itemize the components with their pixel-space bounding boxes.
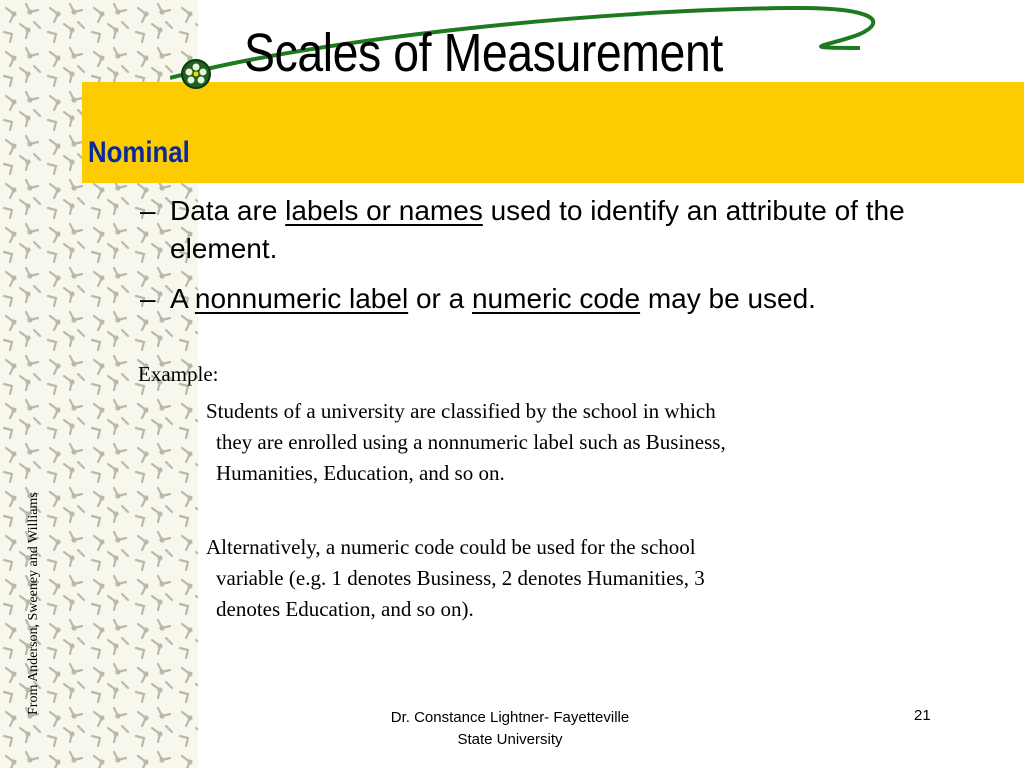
example-paragraph-1 [206,396,916,489]
paragraph-line: Humanities, Education, and so on. [216,461,505,485]
paragraph-line: Students of a university are classified by the school in which [206,399,716,423]
bullet-item [140,192,930,268]
footer [350,707,670,751]
bullet-text [170,280,816,318]
flower-icon [182,60,210,88]
bullet-text-part: may be used. [640,283,816,314]
footer-line: Dr. Constance Lightner- Fayetteville [390,709,630,726]
slide-number: 21 [914,707,931,724]
underlined-term: labels or names [285,195,483,226]
bullet-text [170,192,930,268]
footer-line: State University [457,731,563,748]
example-paragraph-2 [206,532,916,625]
paragraph-line: denotes Education, and so on). [216,597,474,621]
paragraph-line: variable (e.g. 1 denotes Business, 2 denotes Humanities, 3 [216,566,705,590]
bullet-list [140,192,930,330]
example-label: Example: [138,362,219,386]
slide-title: Scales of Measurement [244,23,723,83]
underlined-term: nonnumeric label [194,283,409,314]
section-heading: Nominal [88,136,190,169]
bullet-text-part: A [170,283,195,314]
paragraph-line: Alternatively, a numeric code could be used for the school [206,535,696,559]
bullet-dash: – [140,283,156,314]
bullet-text-part: or a [408,283,472,314]
bullet-text-part: used to identify an attribute of the element. [170,195,905,264]
paragraph-line: they are enrolled using a nonnumeric label such as Business, [216,430,726,454]
bullet-item [140,280,930,318]
source-note: From Anderson, Sweeney and Williams [26,492,41,715]
underlined-term: numeric code [471,283,641,314]
bullet-dash: – [140,195,156,226]
bullet-text-part: Data are [170,195,286,226]
